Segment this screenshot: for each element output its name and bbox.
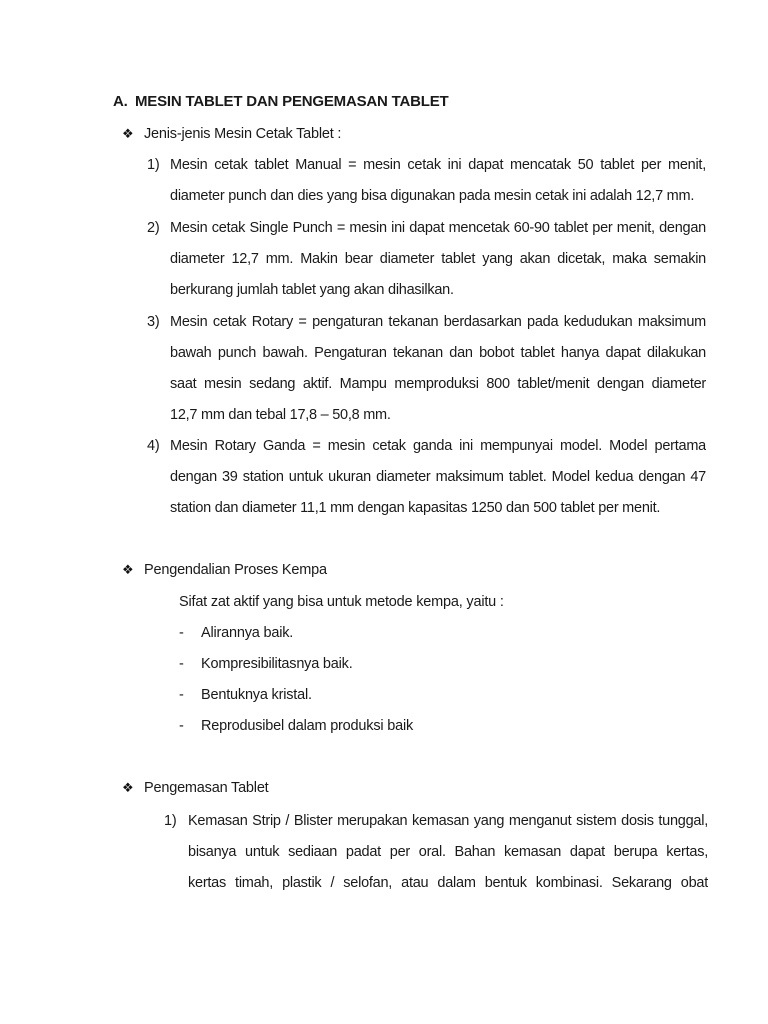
item-line: Kemasan Strip / Blister merupakan kemasan yang menganut sistem dosis tunggal, — [188, 813, 708, 829]
diamond-bullet-icon: ❖ — [122, 562, 134, 577]
section-heading — [113, 93, 448, 110]
item-line: saat mesin sedang aktif. Mampu memproduksi 800 tablet/menit dengan diameter — [170, 376, 706, 392]
list-item-text: Kompresibilitasnya baik. — [201, 656, 353, 672]
item-line: diameter punch dan dies yang bisa digunakan pada mesin cetak ini adalah 12,7 mm. — [170, 188, 695, 204]
list-item — [147, 157, 707, 217]
list-item — [147, 220, 707, 312]
section2-title-text: Pengendalian Proses Kempa — [144, 562, 327, 578]
item-line: bisanya untuk sediaan padat per oral. Bahan kemasan dapat berupa kertas, — [188, 844, 708, 860]
list-item-text: Alirannya baik. — [201, 625, 294, 641]
item-number: 2) — [147, 220, 160, 236]
item-line: 12,7 mm dan tebal 17,8 – 50,8 mm. — [170, 407, 391, 423]
diamond-bullet-icon: ❖ — [122, 780, 134, 795]
section1-title — [122, 126, 341, 142]
section3-title — [122, 780, 269, 796]
item-line: bawah punch bawah. Pengaturan tekanan dan bobot tablet hanya dapat dilakukan — [170, 345, 706, 361]
item-line: Mesin cetak Rotary = pengaturan tekanan berdasarkan pada kedudukan maksimum — [170, 314, 706, 330]
item-number: 1) — [164, 813, 177, 829]
item-line: Mesin cetak Single Punch = mesin ini dapat mencetak 60-90 tablet per menit, dengan — [170, 220, 706, 236]
item-line: Mesin cetak tablet Manual = mesin cetak ini dapat mencatak 50 tablet per menit, — [170, 157, 706, 173]
section1-title-text: Jenis-jenis Mesin Cetak Tablet : — [144, 126, 342, 142]
section2-title — [122, 562, 327, 578]
item-line: Mesin Rotary Ganda = mesin cetak ganda ini mempunyai model. Model pertama — [170, 438, 706, 454]
item-number: 3) — [147, 314, 160, 330]
list-item — [147, 314, 707, 438]
list-item-text: Reprodusibel dalam produksi baik — [201, 718, 414, 734]
item-line: dengan 39 station untuk ukuran diameter maksimum tablet. Model kedua dengan 47 — [170, 469, 706, 485]
item-line: station dan diameter 11,1 mm dengan kapasitas 1250 dan 500 tablet per menit. — [170, 500, 661, 516]
item-line: berkurang jumlah tablet yang akan dihasilkan. — [170, 282, 454, 298]
section2-intro: Sifat zat aktif yang bisa untuk metode kempa, yaitu : — [179, 594, 504, 610]
section3-title-text: Pengemasan Tablet — [144, 780, 269, 796]
dash-bullet: - — [179, 656, 184, 672]
list-item — [147, 438, 707, 530]
list-item-text: Bentuknya kristal. — [201, 687, 312, 703]
diamond-bullet-icon: ❖ — [122, 126, 134, 141]
dash-bullet: - — [179, 625, 184, 641]
dash-bullet: - — [179, 687, 184, 703]
list-item — [164, 813, 709, 905]
dash-bullet: - — [179, 718, 184, 734]
item-line: kertas timah, plastik / selofan, atau dalam bentuk kombinasi. Sekarang obat — [188, 875, 708, 891]
heading-letter: A. — [113, 93, 128, 110]
item-number: 4) — [147, 438, 160, 454]
heading-title: MESIN TABLET DAN PENGEMASAN TABLET — [135, 93, 449, 110]
item-line: diameter 12,7 mm. Makin bear diameter tablet yang akan dicetak, maka semakin — [170, 251, 706, 267]
item-number: 1) — [147, 157, 160, 173]
